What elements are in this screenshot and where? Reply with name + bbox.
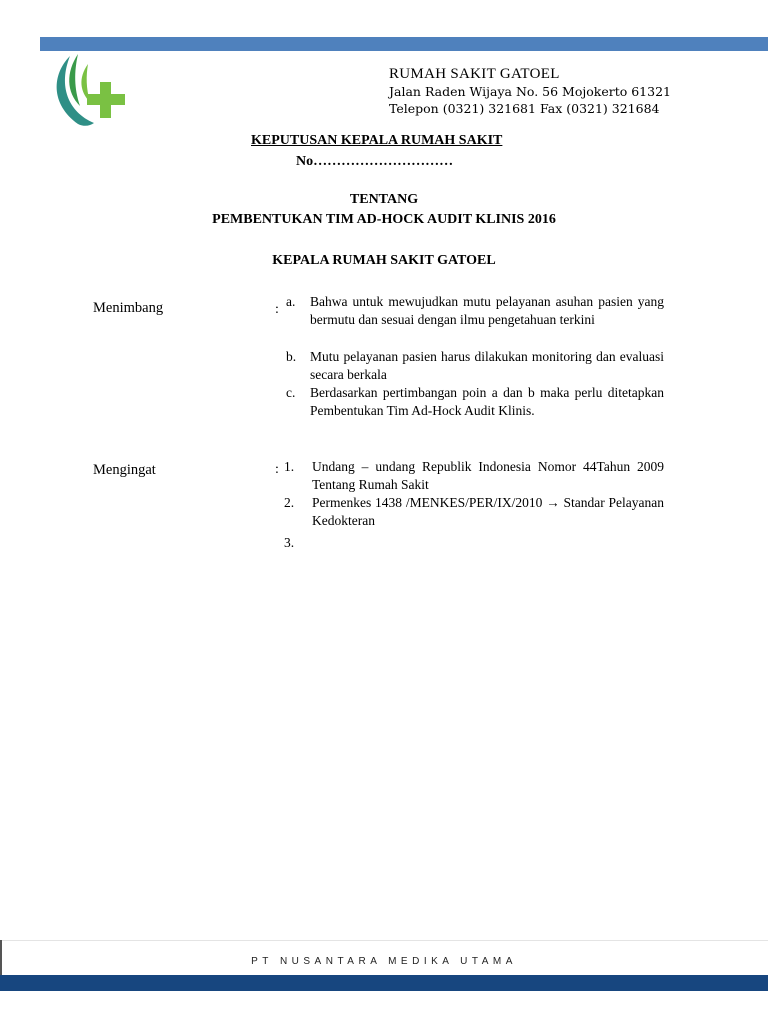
list-item [286, 384, 664, 420]
list-text: Bahwa untuk mewujudkan mutu pelayanan asuhan pasien yang bermutu dan sesuai dengan ilmu pengetahuan terkini [310, 294, 664, 327]
decree-subject: PEMBENTUKAN TIM AD-HOCK AUDIT KLINIS 2016 [212, 212, 556, 227]
list-item [286, 348, 664, 384]
list-item [286, 293, 664, 347]
menimbang-colon: : [275, 302, 279, 317]
about-label: TENTANG [349, 192, 419, 207]
hospital-name: RUMAH SAKIT GATOEL [389, 66, 560, 82]
mengingat-label: Mengingat [93, 462, 156, 478]
hospital-address: Jalan Raden Wijaya No. 56 Mojokerto 61321 [389, 84, 671, 99]
mengingat-colon: : [275, 462, 279, 477]
hospital-phone: Telepon (0321) 321681 Fax (0321) 321684 [389, 101, 660, 116]
footer-company: PT NUSANTARA MEDIKA UTAMA [251, 956, 517, 967]
list-item [284, 458, 664, 494]
list-marker: 3. [284, 535, 295, 550]
list-marker: a. [286, 294, 296, 309]
list-item [284, 494, 664, 530]
menimbang-label: Menimbang [93, 300, 164, 316]
list-text: Mutu pelayanan pasien harus dilakukan monitoring dan evaluasi secara berkala [310, 349, 664, 382]
decree-title: KEPUTUSAN KEPALA RUMAH SAKIT [251, 133, 503, 148]
footer-divider [0, 940, 768, 941]
list-text: Permenkes 1438 /MENKES/PER/IX/2010 → Standar Pelayanan Kedokteran [312, 495, 664, 528]
hospital-header [389, 65, 671, 117]
top-accent-bar [40, 37, 768, 51]
list-text: Berdasarkan pertimbangan poin a dan b maka perlu ditetapkan Pembentukan Tim Ad-Hock Audit Klinis. [310, 385, 664, 418]
list-item [284, 534, 664, 552]
list-marker: b. [286, 349, 297, 364]
list-marker: c. [286, 385, 296, 400]
decree-issuer: KEPALA RUMAH SAKIT GATOEL [272, 253, 496, 268]
list-marker: 1. [284, 459, 295, 474]
decree-number: No………………………… [296, 154, 454, 169]
list-text: Undang – undang Republik Indonesia Nomor 44Tahun 2009 Tentang Rumah Sakit [312, 459, 664, 492]
bottom-accent-bar [0, 975, 768, 991]
list-marker: 2. [284, 495, 295, 510]
hospital-logo-icon [50, 52, 132, 128]
